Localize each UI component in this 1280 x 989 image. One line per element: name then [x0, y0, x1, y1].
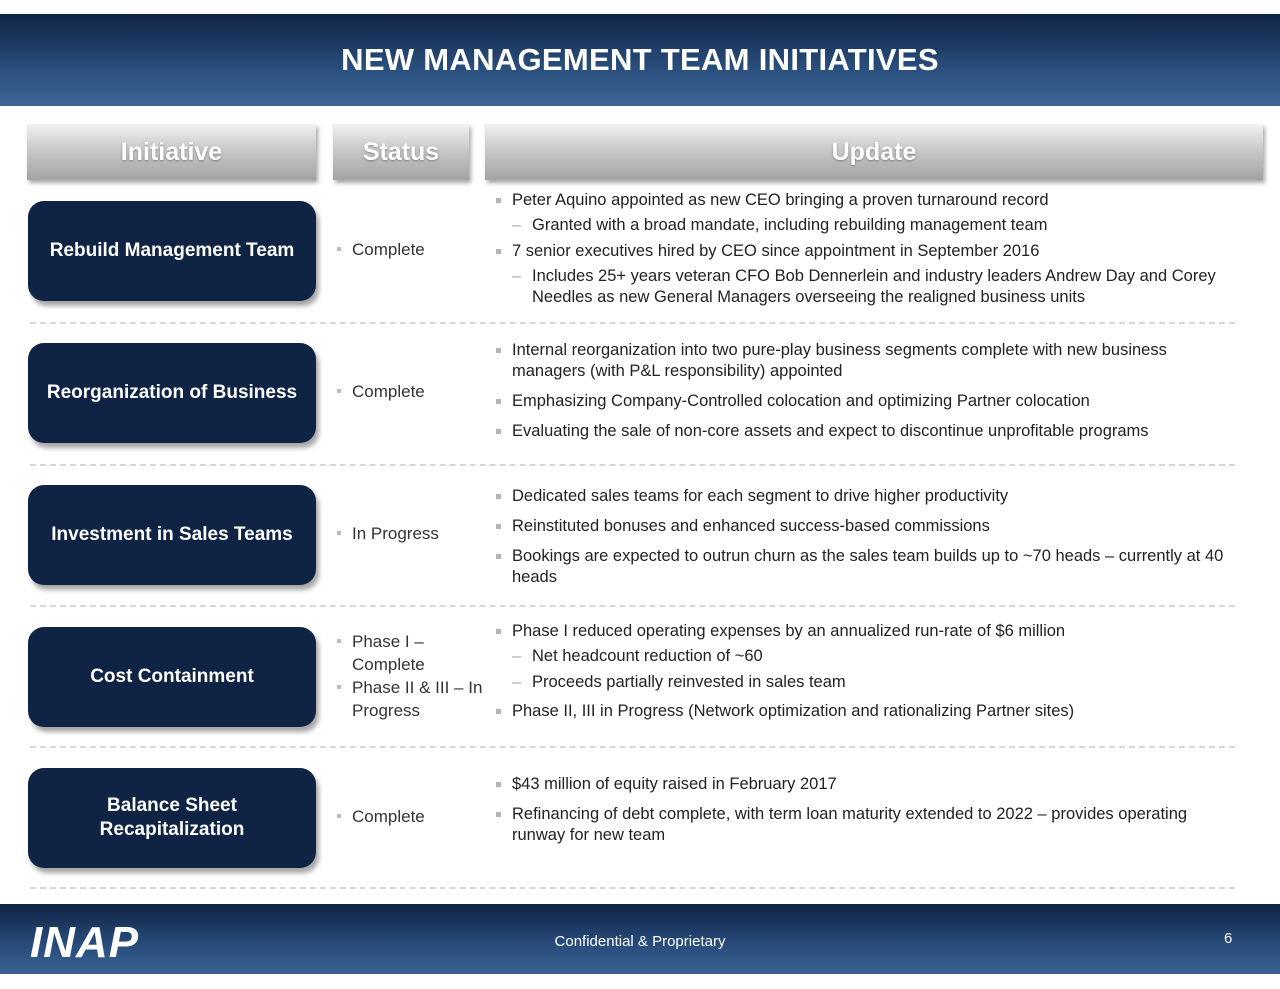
bottom-margin [0, 974, 1280, 989]
row-divider [30, 605, 1235, 607]
status-cell [334, 238, 494, 261]
update-cell [494, 486, 1234, 597]
update-bullet: Dedicated sales teams for each segment to drive higher productivity [494, 486, 1234, 507]
header-update: Update [485, 124, 1263, 180]
update-sub-bullet: – Granted with a broad mandate, including rebuilding management team [494, 215, 1234, 236]
update-bullet: Emphasizing Company-Controlled colocation and optimizing Partner colocation [494, 391, 1234, 412]
status-item: Complete [334, 805, 494, 828]
initiative-pill: Cost Containment [28, 627, 316, 727]
update-sub-bullet: – Includes 25+ years veteran CFO Bob Dennerlein and industry leaders Andrew Day and Corey Needles as new General Managers overseeing the realigned business units [494, 266, 1234, 308]
update-bullet: Refinancing of debt complete, with term loan maturity extended to 2022 – provides operating runway for new team [494, 804, 1234, 846]
inap-logo: INAP [30, 918, 140, 967]
status-cell [334, 522, 494, 545]
update-sub-bullet: – Proceeds partially reinvested in sales team [494, 672, 1234, 693]
header-initiative: Initiative [27, 124, 316, 180]
update-cell [494, 190, 1234, 313]
update-bullet: Phase II, III in Progress (Network optimization and rationalizing Partner sites) [494, 701, 1234, 722]
update-sub-bullet: – Net headcount reduction of ~60 [494, 646, 1234, 667]
update-bullet: Phase I reduced operating expenses by an annualized run-rate of $6 million [494, 621, 1234, 642]
slide-title: NEW MANAGEMENT TEAM INITIATIVES [341, 42, 939, 77]
status-item: Complete [334, 380, 494, 403]
status-cell [334, 630, 484, 722]
update-bullet: 7 senior executives hired by CEO since appointment in September 2016 [494, 241, 1234, 262]
status-cell [334, 380, 494, 403]
header-status: Status [333, 124, 469, 180]
update-bullet: Reinstituted bonuses and enhanced success-based commissions [494, 516, 1234, 537]
status-cell [334, 805, 494, 828]
initiative-pill: Rebuild Management Team [28, 201, 316, 301]
status-item: Phase II & III – In Progress [334, 676, 484, 722]
initiative-pill: Investment in Sales Teams [28, 485, 316, 585]
update-cell [494, 340, 1234, 451]
page-number: 6 [1224, 930, 1233, 947]
update-cell [494, 774, 1234, 855]
status-item: In Progress [334, 522, 494, 545]
status-item: Phase I – Complete [334, 630, 484, 676]
top-margin [0, 0, 1280, 14]
footer-bar [0, 904, 1280, 974]
row-divider [30, 464, 1235, 466]
update-bullet: Peter Aquino appointed as new CEO bringing a proven turnaround record [494, 190, 1234, 211]
row-divider [30, 887, 1235, 889]
update-bullet: Internal reorganization into two pure-play business segments complete with new business managers (with P&L responsibility) appointed [494, 340, 1234, 382]
row-divider [30, 746, 1235, 748]
initiative-pill: Balance Sheet Recapitalization [28, 768, 316, 868]
initiative-pill: Reorganization of Business [28, 343, 316, 443]
update-cell [494, 621, 1234, 731]
update-bullet: $43 million of equity raised in February 2017 [494, 774, 1234, 795]
status-item: Complete [334, 238, 494, 261]
title-bar [0, 14, 1280, 106]
confidential-label: Confidential & Proprietary [554, 933, 726, 950]
row-divider [30, 322, 1235, 324]
update-bullet: Bookings are expected to outrun churn as the sales team builds up to ~70 heads – currently at 40 heads [494, 546, 1234, 588]
update-bullet: Evaluating the sale of non-core assets and expect to discontinue unprofitable programs [494, 421, 1234, 442]
